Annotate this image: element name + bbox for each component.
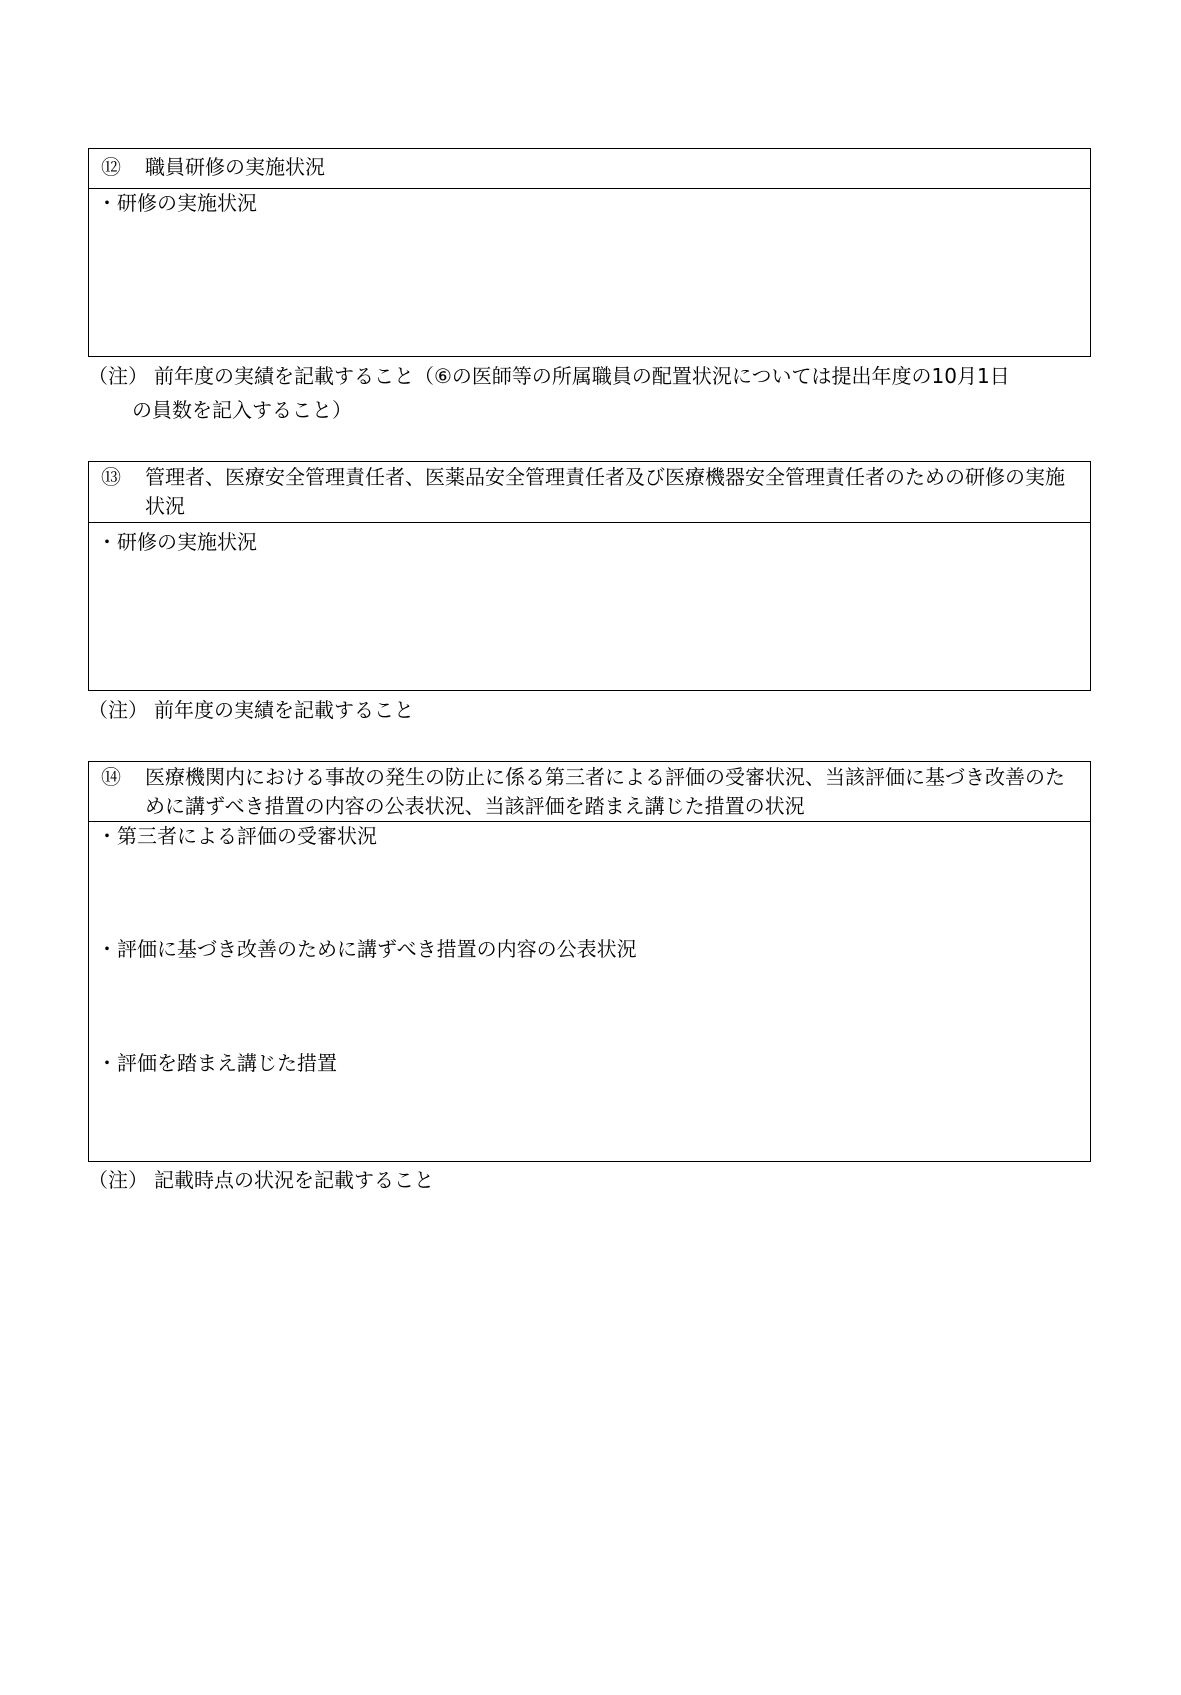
note-label: （注）	[88, 698, 148, 722]
section-item: ・研修の実施状況	[97, 191, 257, 215]
note-text: 前年度の実績を記載すること	[154, 698, 414, 722]
section-14-header	[89, 762, 1090, 822]
section-14-note	[88, 1166, 434, 1195]
note-label: （注）	[88, 1168, 148, 1192]
section-number: ⑫	[101, 155, 121, 179]
section-12-header	[89, 149, 1090, 189]
note-text-continued: の員数を記入すること）	[132, 398, 352, 422]
note-label: （注）	[88, 364, 148, 388]
section-title: 管理者、医療安全管理責任者、医薬品安全管理責任者及び医療機器安全管理責任者のための研修の実施状況	[145, 465, 1065, 518]
section-number: ⑬	[101, 465, 121, 489]
section-13-note	[88, 696, 414, 725]
section-12-note	[88, 362, 1010, 391]
section-item: ・第三者による評価の受審状況	[97, 824, 377, 848]
section-13-box	[88, 461, 1091, 691]
section-12-box	[88, 148, 1091, 357]
section-item: ・評価に基づき改善のために講ずべき措置の内容の公表状況	[97, 937, 637, 961]
section-13-header	[89, 462, 1090, 523]
section-title: 医療機関内における事故の発生の防止に係る第三者による評価の受審状況、当該評価に基づき改善のために講ずべき措置の内容の公表状況、当該評価を踏まえ講じた措置の状況	[145, 765, 1065, 818]
section-item: ・研修の実施状況	[97, 530, 257, 554]
note-text: 前年度の実績を記載すること（⑥の医師等の所属職員の配置状況については提出年度の10月1日	[154, 364, 1010, 388]
note-text: 記載時点の状況を記載すること	[154, 1168, 434, 1192]
section-item: ・評価を踏まえ講じた措置	[97, 1051, 337, 1075]
section-number: ⑭	[101, 765, 121, 789]
section-title: 職員研修の実施状況	[145, 155, 325, 179]
section-14-box	[88, 761, 1091, 1162]
section-12-note-cont	[132, 396, 352, 425]
